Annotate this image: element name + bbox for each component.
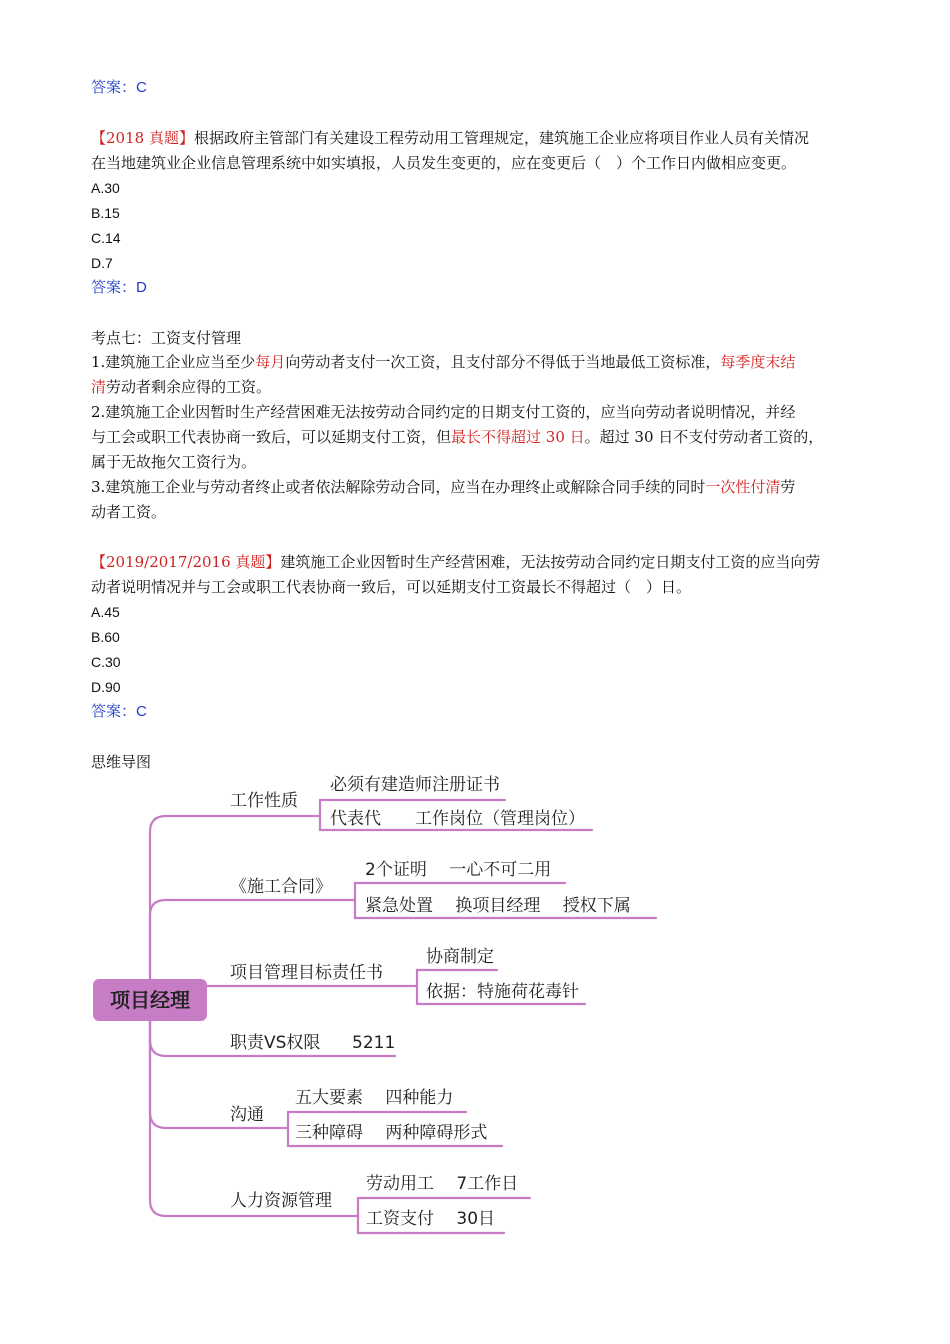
q2018-tag: 【2018 真题】 [91,129,194,147]
p3-highlight-lumpsum: 一次性付清 [705,478,781,496]
q2018-text1: 根据政府主管部门有关建设工程劳动用工管理规定，建筑施工企业应将项目作业人员有关情况 [193,129,809,147]
leaf-5a: 五大要素 四种能力 [295,1088,454,1108]
leaf-6a: 劳动用工 7工作日 [366,1174,519,1194]
leaf-2a: 2个证明 一心不可二用 [365,860,552,880]
p2-text-d: 。超过 30 日不支付劳动者工资的， [584,428,824,446]
q2018-text2: 在当地建筑业企业信息管理系统中如实填报，人员发生变更的，应在变更后（ ）个工作日内做相应变更。 [91,154,797,172]
p1-highlight-monthly: 每月 [255,353,286,371]
prev-answer: 答案：C [91,79,147,96]
p1-text-a: 1.建筑施工企业应当至少 [91,353,256,371]
branch-label-contract: 《施工合同》 [230,877,332,897]
branch-label-work-nature: 工作性质 [230,791,298,811]
branch-label-duties-vs-rights: 职责VS权限 [230,1033,321,1053]
p2-text-b: 与工会或职工代表协商一致后，可以延期支付工资，但 [91,428,452,446]
branch-label-hr-management: 人力资源管理 [230,1191,332,1211]
point7-p2-line1: 2.建筑施工企业因暂时生产经营困难无法按劳动合同约定的日期支付工资的，应当向劳动者说明情况，并经 [91,403,796,421]
p3-text-c: 劳 [780,478,796,496]
p1-text-f: 劳动者剩余应得的工资。 [106,378,272,396]
leaf-1a: 必须有建造师注册证书 [330,775,500,795]
q2019-tag: 【2019/2017/2016 真题】 [91,553,281,571]
leaf-1b: 代表代 工作岗位（管理岗位） [330,809,585,829]
q2018-option-c: C.14 [91,230,121,246]
leaf-3a: 协商制定 [426,947,494,967]
point7-p3-line2: 动者工资。 [91,503,167,521]
q2019-option-d: D.90 [91,679,121,695]
q2019-text1: 建筑施工企业因暂时生产经营困难，无法按劳动合同约定日期支付工资的应当向劳 [280,553,821,571]
leaf-4a: 5211 [352,1033,396,1053]
leaf-2b: 紧急处置 换项目经理 授权下属 [365,896,631,916]
q2018-answer: 答案：D [91,279,147,296]
q2019-option-c: C.30 [91,654,121,670]
q2018-option-d: D.7 [91,255,113,271]
leaf-5b: 三种障碍 两种障碍形式 [295,1123,488,1143]
branch-label-responsibility-letter: 项目管理目标责任书 [230,963,383,983]
q2019-text2: 动者说明情况并与工会或职工代表协商一致后，可以延期支付工资最长不得超过（ ）日。 [91,578,692,596]
point7-p2-line3: 属于无故拖欠工资行为。 [91,453,257,471]
p1-highlight-quarter: 每季度末结 [720,353,796,371]
q2018-option-b: B.15 [91,205,120,221]
p1-highlight-clear: 清 [91,378,107,396]
branch-label-communication: 沟通 [230,1105,264,1125]
q2019-option-a: A.45 [91,604,120,620]
q2019-option-b: B.60 [91,629,120,645]
mindmap-heading: 思维导图 [91,753,152,771]
leaf-6b: 工资支付 30日 [366,1209,496,1229]
leaf-3b: 依据：特施荷花毒针 [426,982,579,1002]
mindmap-root: 项目经理 [93,979,207,1021]
p3-text-a: 3.建筑施工企业与劳动者终止或者依法解除劳动合同，应当在办理终止或解除合同手续的同时 [91,478,706,496]
p2-highlight-30days: 最长不得超过 30 日 [451,428,585,446]
p1-text-c: 向劳动者支付一次工资，且支付部分不得低于当地最低工资标准， [285,353,721,371]
point7-title: 考点七：工资支付管理 [91,329,242,347]
q2019-answer: 答案：C [91,703,147,720]
q2018-option-a: A.30 [91,180,120,196]
